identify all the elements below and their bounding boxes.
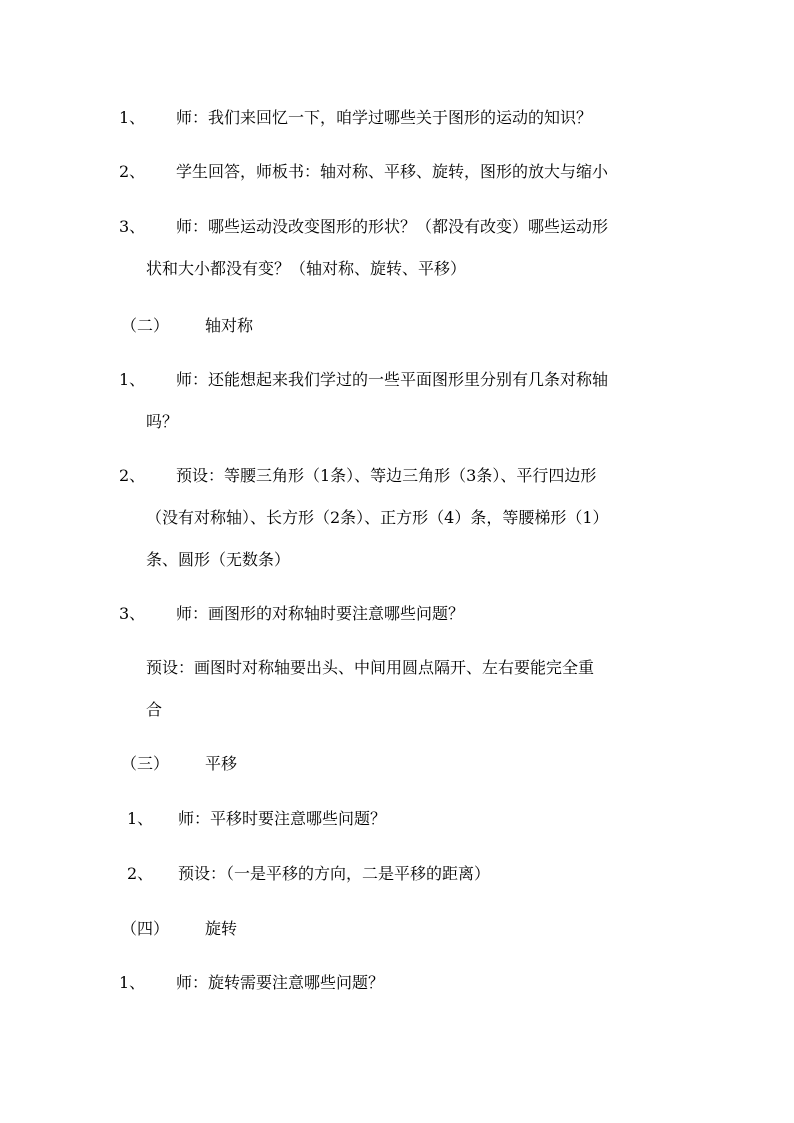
list-number: 1、 [119,108,146,127]
section-number: （三） [121,754,170,773]
list-number: 1、 [119,370,146,389]
section-number: （四） [121,919,170,938]
list-item-text: 学生回答，师板书：轴对称、平移、旋转，图形的放大与缩小 [176,162,609,181]
section-title: 轴对称 [205,316,254,335]
list-item-continuation: 合 [146,700,163,719]
list-item-text: 预设：等腰三角形（1条）、等边三角形（3条）、平行四边形 [176,466,597,485]
list-item-continuation: 吗？ [146,412,179,431]
list-item-text: 师：旋转需要注意哪些问题？ [176,973,385,992]
list-item-continuation: （没有对称轴）、长方形（2条）、正方形（4）条，等腰梯形（1） [146,508,609,527]
list-number: 2、 [119,162,146,181]
list-item-continuation: 条、圆形（无数条） [146,550,291,569]
list-item-text: 师：画图形的对称轴时要注意哪些问题？ [176,604,465,623]
section-title: 旋转 [205,919,238,938]
list-item-continuation: 预设：画图时对称轴要出头、中间用圆点隔开、左右要能完全重 [146,658,595,677]
section-title: 平移 [205,754,238,773]
list-number: 3、 [119,217,146,236]
list-item-text: 师：平移时要注意哪些问题？ [178,809,387,828]
list-number: 1、 [127,809,154,828]
section-number: （二） [121,316,170,335]
list-number: 1、 [119,973,146,992]
list-number: 3、 [119,604,146,623]
list-number: 2、 [119,466,146,485]
list-item-text: 预设：（一是平移的方向，二是平移的距离） [178,864,491,883]
list-number: 2、 [127,864,154,883]
list-item-text: 师：还能想起来我们学过的一些平面图形里分别有几条对称轴 [176,370,609,389]
list-item-text: 师：哪些运动没改变图形的形状？（都没有改变）哪些运动形 [176,217,609,236]
list-item-text: 师：我们来回忆一下，咱学过哪些关于图形的运动的知识？ [176,108,593,127]
list-item-continuation: 状和大小都没有变？（轴对称、旋转、平移） [146,259,467,278]
